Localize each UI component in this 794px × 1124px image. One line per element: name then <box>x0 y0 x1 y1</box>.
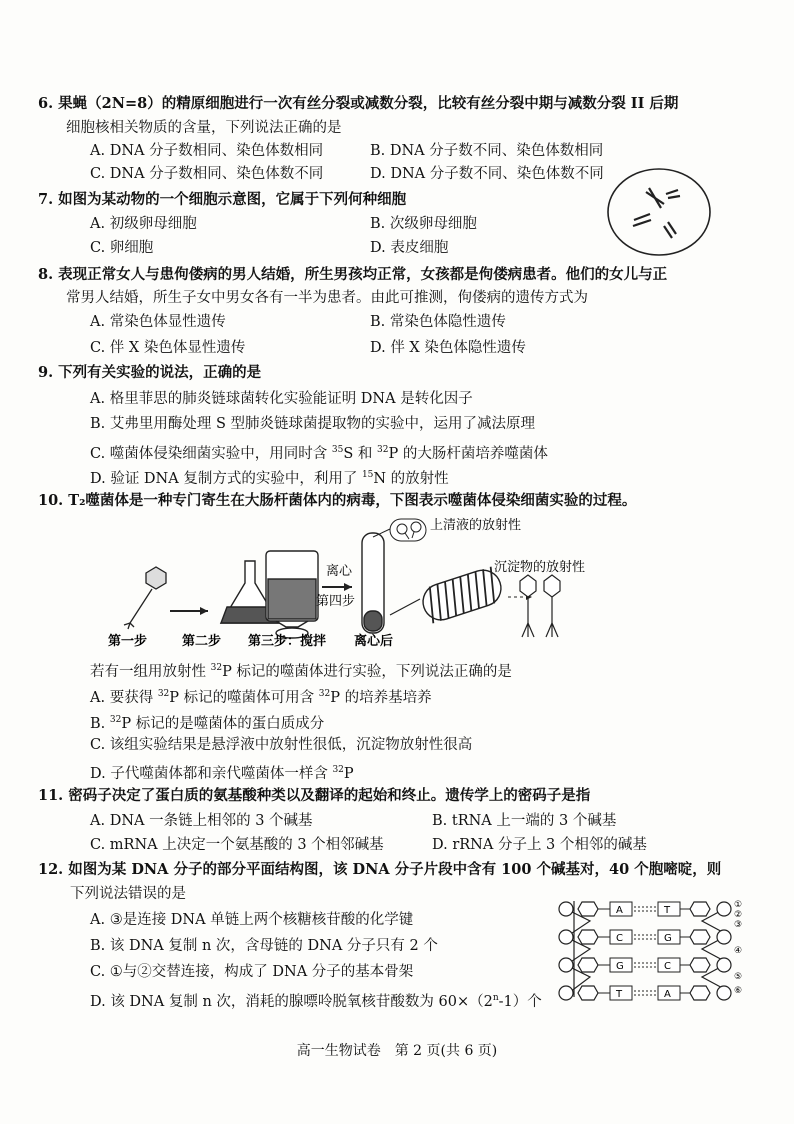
sediment-label: 沉淀物的放射性 <box>494 559 586 574</box>
sugar-right <box>690 930 710 944</box>
q9-option-b: B. 艾弗里用酶处理 S 型肺炎链球菌提取物的实验中，运用了减法原理 <box>90 416 536 432</box>
base-right-letter: C <box>664 961 671 972</box>
phage-icon <box>124 567 166 629</box>
q7-stem: 7. 如图为某动物的一个细胞示意图，它属于下列何种细胞 <box>38 191 407 208</box>
phosphate-right <box>717 958 731 972</box>
q7-option-a: A. 初级卵母细胞 <box>90 216 197 232</box>
q8-option-d: D. 伴 X 染色体隐性遗传 <box>370 340 526 356</box>
q9-option-a: A. 格里菲思的肺炎链球菌转化实验能证明 DNA 是转化因子 <box>90 391 473 407</box>
q7-option-b: B. 次级卵母细胞 <box>370 216 477 232</box>
progeny-phage-icons <box>520 575 560 637</box>
after-centrifuge-label: 离心后 <box>354 633 394 648</box>
blender-icon <box>266 551 318 638</box>
q6-option-d: D. DNA 分子数不同、染色体数不同 <box>370 166 604 182</box>
q11-option-d: D. rRNA 分子上 3 个相邻的碱基 <box>432 837 647 853</box>
q11-stem: 11. 密码子决定了蛋白质的氨基酸种类以及翻译的起始和终止。遗传学上的密码子是指 <box>38 787 591 804</box>
base-left-letter: A <box>616 905 623 916</box>
q9-option-d: D. 验证 DNA 复制方式的实验中，利用了 $^{15}$N 的放射性 <box>90 470 449 487</box>
step3-label: 第三步：搅拌 <box>248 633 327 648</box>
phosphate-left <box>559 930 573 944</box>
phosphate-left <box>559 958 573 972</box>
dna-structure-diagram <box>552 893 762 1009</box>
q11-option-c: C. mRNA 上决定一个氨基酸的 3 个相邻碱基 <box>90 837 384 853</box>
q12-option-b: B. 该 DNA 复制 n 次，含母链的 DNA 分子只有 2 个 <box>90 938 438 954</box>
centrifuge-tube-icon <box>362 533 384 633</box>
q6-stem-line2: 细胞核相关物质的含量，下列说法正确的是 <box>66 120 342 136</box>
cell-diagram <box>606 166 712 258</box>
q10-option-a: A. 要获得 $^{32}$P 标记的噬菌体可用含 $^{32}$P 的培养基培养 <box>90 689 432 706</box>
q9-option-c: C. 噬菌体侵染细菌实验中，用同时含 $^{35}$S 和 $^{32}$P 的大肠杆菌培养噬菌体 <box>90 445 548 462</box>
base-left-letter: T <box>616 989 623 1000</box>
sugar-right <box>690 986 710 1000</box>
sugar-right <box>690 958 710 972</box>
q7-option-d: D. 表皮细胞 <box>370 240 449 256</box>
svg-text:⑥: ⑥ <box>734 986 743 996</box>
supernatant-label: 上清液的放射性 <box>430 517 522 532</box>
q10-option-d: D. 子代噬菌体都和亲代噬菌体一样含 $^{32}$P <box>90 765 354 782</box>
phosphate-right <box>717 930 731 944</box>
phosphate-left <box>559 986 573 1000</box>
page-footer: 高一生物试卷 第 2 页(共 6 页) <box>296 1043 498 1059</box>
q8-option-b: B. 常染色体隐性遗传 <box>370 314 506 330</box>
base-left-letter: C <box>616 933 623 944</box>
q8-stem-line2: 常男人结婚，所生子女中男女各有一半为患者。由此可推测，佝偻病的遗传方式为 <box>66 290 588 306</box>
q12-option-d: D. 该 DNA 复制 n 次，消耗的腺嘌呤脱氧核苷酸数为 $60\times(2^n-1)$个 <box>90 993 542 1010</box>
q12-option-a: A. ③是连接 DNA 单链上两个核糖核苷酸的化学键 <box>90 912 414 928</box>
q10-substem: 若有一组用放射性 $^{32}$P 标记的噬菌体进行实验，下列说法正确的是 <box>90 663 512 680</box>
base-left-letter: G <box>616 961 624 972</box>
q9-stem: 9. 下列有关实验的说法，正确的是 <box>38 364 262 381</box>
q6-option-a: A. DNA 分子数相同、染色体数相同 <box>90 143 324 159</box>
phosphate-left <box>559 902 573 916</box>
q8-option-c: C. 伴 X 染色体显性遗传 <box>90 340 246 356</box>
phage-experiment-figure <box>90 515 610 650</box>
base-right-letter: T <box>664 905 671 916</box>
q8-option-a: A. 常染色体显性遗传 <box>90 314 226 330</box>
phosphate-right <box>717 986 731 1000</box>
step1-label: 第一步 <box>108 633 148 648</box>
base-right-letter: A <box>664 989 671 1000</box>
q12-stem-line2: 下列说法错误的是 <box>70 886 186 902</box>
q8-stem-line1: 8. 表现正常女人与患佝偻病的男人结婚，所生男孩均正常，女孩都是佝偻病患者。他们的女儿与正 <box>38 266 668 283</box>
centrifuge-label: 离心 <box>326 563 353 578</box>
q10-option-b: B. $^{32}$P 标记的是噬菌体的蛋白质成分 <box>90 715 325 732</box>
svg-text:④: ④ <box>734 946 743 956</box>
svg-text:②: ② <box>734 910 743 920</box>
dna-label-numbers <box>734 900 742 996</box>
sugar-left <box>578 902 598 916</box>
q6-option-b: B. DNA 分子数不同、染色体数相同 <box>370 143 604 159</box>
q6-stem-line1: 6. 果蝇（2N=8）的精原细胞进行一次有丝分裂或减数分裂，比较有丝分裂中期与减数分裂 II 后期 <box>38 95 679 112</box>
step4-label: 第四步 <box>316 593 356 608</box>
step2-label: 第二步 <box>182 633 222 648</box>
sugar-left <box>578 958 598 972</box>
q12-option-c: C. ①与②交替连接，构成了 DNA 分子的基本骨架 <box>90 964 414 980</box>
sugar-right <box>690 902 710 916</box>
base-right-letter: G <box>664 933 672 944</box>
svg-text:③: ③ <box>734 920 743 930</box>
svg-text:⑤: ⑤ <box>734 972 743 982</box>
phosphate-right <box>717 902 731 916</box>
q10-stem: 10. T₂噬菌体是一种专门寄生在大肠杆菌体内的病毒，下图表示噬菌体侵染细菌实验的过程。 <box>38 492 637 509</box>
q7-option-c: C. 卵细胞 <box>90 240 154 256</box>
q12-stem-line1: 12. 如图为某 DNA 分子的部分平面结构图，该 DNA 分子片段中含有 100 个碱基对，40 个胞嘧啶，则 <box>38 861 722 878</box>
q11-option-a: A. DNA 一条链上相邻的 3 个碱基 <box>90 813 313 829</box>
q10-option-c: C. 该组实验结果是悬浮液中放射性很低，沉淀物放射性很高 <box>90 737 473 753</box>
bacterium-icon <box>418 566 505 625</box>
q6-option-c: C. DNA 分子数相同、染色体数不同 <box>90 166 324 182</box>
sugar-left <box>578 930 598 944</box>
svg-text:①: ① <box>734 900 743 910</box>
q11-option-b: B. tRNA 上一端的 3 个碱基 <box>432 813 617 829</box>
sugar-left <box>578 986 598 1000</box>
